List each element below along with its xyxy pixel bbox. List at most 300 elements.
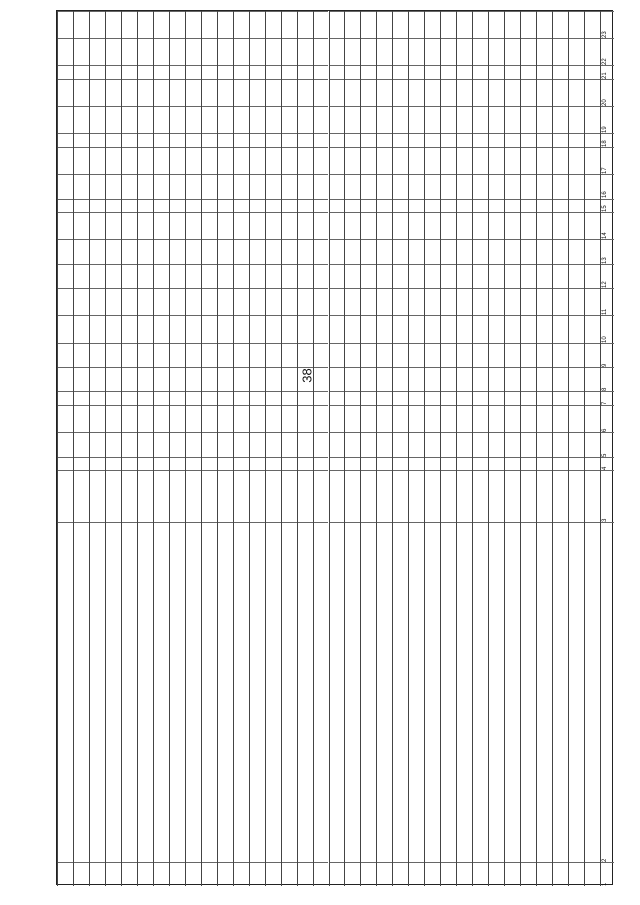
- table-cell: [170, 405, 185, 432]
- table-cell: [409, 174, 424, 198]
- table-cell: [314, 264, 329, 288]
- table-cell: [345, 133, 360, 147]
- table-cell: [521, 288, 536, 315]
- table-cell: [441, 405, 456, 432]
- table-cell: [330, 470, 345, 522]
- table-cell: [377, 212, 392, 239]
- table-cell: [425, 38, 440, 65]
- table-cell: [457, 11, 472, 38]
- table-cell: [457, 147, 472, 174]
- table-cell: [377, 522, 392, 862]
- table-cell: [345, 106, 360, 133]
- table-cell: [489, 862, 504, 886]
- table-cell: [314, 65, 329, 79]
- table-cell: [489, 432, 504, 456]
- table-cell: [74, 315, 89, 342]
- table-cell: [537, 79, 552, 106]
- table-cell: [585, 65, 600, 79]
- table-cell: [154, 147, 169, 174]
- table-cell: [186, 288, 201, 315]
- table-cell: [218, 862, 233, 886]
- table-cell: [569, 470, 584, 522]
- table-cell: [218, 457, 233, 471]
- table-cell: [218, 391, 233, 405]
- table-cell: [345, 38, 360, 65]
- table-cell: [330, 264, 345, 288]
- table-cell: [314, 199, 329, 213]
- table-row: [265, 11, 281, 886]
- table-row: [281, 11, 297, 886]
- table-cell: [393, 470, 408, 522]
- table-cell: [106, 343, 121, 367]
- table-cell: [90, 522, 105, 862]
- table-cell: [425, 65, 440, 79]
- table-cell: [521, 174, 536, 198]
- table-cell: [457, 391, 472, 405]
- table-cell: [218, 212, 233, 239]
- table-cell: [505, 367, 520, 391]
- table-cell: [90, 470, 105, 522]
- table-cell: [314, 38, 329, 65]
- table-cell: [521, 65, 536, 79]
- table-cell: [441, 457, 456, 471]
- table-cell: [266, 343, 281, 367]
- table-cell: [473, 862, 488, 886]
- table-cell: [186, 106, 201, 133]
- table-cell: [345, 11, 360, 38]
- table-cell: [74, 106, 89, 133]
- table-cell: [393, 264, 408, 288]
- table-cell: [585, 343, 600, 367]
- table-row: [329, 11, 345, 886]
- table-cell: [234, 133, 249, 147]
- table-cell: [441, 11, 456, 38]
- table-row: [424, 11, 440, 886]
- table-cell: [122, 522, 137, 862]
- table-cell: [585, 106, 600, 133]
- table-cell: [202, 315, 217, 342]
- table-cell: [90, 79, 105, 106]
- table-cell: [90, 147, 105, 174]
- table-cell: [154, 457, 169, 471]
- table-cell: [202, 457, 217, 471]
- table-cell: [266, 862, 281, 886]
- table-cell: [170, 79, 185, 106]
- table-cell: [537, 367, 552, 391]
- table-cell: [393, 315, 408, 342]
- table-cell: [473, 79, 488, 106]
- table-cell: [58, 174, 73, 198]
- table-cell: [441, 522, 456, 862]
- table-cell: [154, 239, 169, 263]
- table-cell: [234, 106, 249, 133]
- table-cell: [457, 470, 472, 522]
- table-cell: [537, 212, 552, 239]
- table-row: [217, 11, 233, 886]
- column-number-cell: [601, 65, 614, 79]
- table-cell: [138, 174, 153, 198]
- table-cell: [330, 315, 345, 342]
- table-cell: [202, 65, 217, 79]
- table-cell: [505, 38, 520, 65]
- table-cell: [218, 199, 233, 213]
- table-cell: [298, 470, 313, 522]
- table-cell: [250, 11, 265, 38]
- table-cell: [361, 391, 376, 405]
- table-cell: [74, 457, 89, 471]
- table-cell: [585, 11, 600, 38]
- column-number-cell: [601, 522, 614, 862]
- table-cell: [361, 470, 376, 522]
- table-cell: [122, 405, 137, 432]
- table-cell: [234, 38, 249, 65]
- table-cell: [585, 133, 600, 147]
- table-cell: [186, 367, 201, 391]
- table-cell: [74, 264, 89, 288]
- table-cell: [345, 147, 360, 174]
- table-cell: [186, 343, 201, 367]
- table-cell: [425, 239, 440, 263]
- table-cell: [218, 106, 233, 133]
- table-cell: [409, 212, 424, 239]
- table-cell: [202, 11, 217, 38]
- table-cell: [138, 343, 153, 367]
- table-cell: [202, 239, 217, 263]
- table-cell: [234, 199, 249, 213]
- table-cell: [138, 367, 153, 391]
- table-cell: [473, 65, 488, 79]
- table-cell: [298, 432, 313, 456]
- table-cell: [585, 367, 600, 391]
- cell-text: 17: [602, 167, 608, 175]
- table-cell: [361, 106, 376, 133]
- table-cell: [314, 522, 329, 862]
- table-cell: [202, 470, 217, 522]
- table-cell: [473, 470, 488, 522]
- table-cell: [138, 391, 153, 405]
- table-cell: [282, 367, 297, 391]
- table-cell: [505, 79, 520, 106]
- table-cell: [377, 343, 392, 367]
- table-cell: [234, 457, 249, 471]
- table-cell: [569, 11, 584, 38]
- table-cell: [250, 79, 265, 106]
- table-cell: [569, 264, 584, 288]
- table-cell: [154, 432, 169, 456]
- column-number-cell: [601, 147, 614, 174]
- table-cell: [122, 343, 137, 367]
- table-cell: [154, 174, 169, 198]
- table-cell: [345, 65, 360, 79]
- table-cell: [473, 391, 488, 405]
- table-cell: [186, 457, 201, 471]
- table-cell: [90, 174, 105, 198]
- table-cell: [377, 174, 392, 198]
- table-cell: [58, 11, 73, 38]
- table-cell: [489, 79, 504, 106]
- table-cell: [298, 264, 313, 288]
- table-cell: [154, 106, 169, 133]
- table-cell: [298, 367, 313, 391]
- table-cell: [409, 343, 424, 367]
- table-cell: [489, 405, 504, 432]
- table-cell: [122, 147, 137, 174]
- table-cell: [298, 79, 313, 106]
- table-cell: [314, 147, 329, 174]
- table-cell: [585, 470, 600, 522]
- table-cell: [218, 522, 233, 862]
- table-cell: [122, 106, 137, 133]
- table-cell: [218, 79, 233, 106]
- table-row: [344, 11, 360, 886]
- table-cell: [298, 106, 313, 133]
- table-cell: [361, 862, 376, 886]
- table-cell: [90, 862, 105, 886]
- table-cell: [505, 239, 520, 263]
- table-cell: [74, 65, 89, 79]
- table-cell: [345, 432, 360, 456]
- table-cell: [266, 405, 281, 432]
- cell-text: 21: [602, 72, 608, 79]
- table-cell: [186, 239, 201, 263]
- table-cell: [489, 212, 504, 239]
- table-cell: [569, 432, 584, 456]
- table-cell: [361, 288, 376, 315]
- table-cell: [186, 405, 201, 432]
- table-cell: [361, 174, 376, 198]
- table-cell: [537, 199, 552, 213]
- table-cell: [298, 65, 313, 79]
- table-cell: [186, 470, 201, 522]
- table-cell: [250, 288, 265, 315]
- table-cell: [122, 38, 137, 65]
- table-cell: [234, 239, 249, 263]
- table-cell: [298, 174, 313, 198]
- table-cell: [186, 315, 201, 342]
- table-cell: [457, 288, 472, 315]
- table-cell: [58, 38, 73, 65]
- table-cell: [314, 239, 329, 263]
- table-cell: [106, 239, 121, 263]
- table-cell: [473, 11, 488, 38]
- table-cell: [553, 522, 568, 862]
- table-cell: [90, 65, 105, 79]
- table-cell: [585, 239, 600, 263]
- table-cell: [122, 432, 137, 456]
- table-cell: [585, 522, 600, 862]
- table-cell: [521, 391, 536, 405]
- table-cell: [202, 212, 217, 239]
- table-cell: [537, 470, 552, 522]
- column-number-cell: [601, 239, 614, 263]
- table-cell: [393, 457, 408, 471]
- page-number: 38: [299, 368, 315, 383]
- table-row: [169, 11, 185, 886]
- table-cell: [457, 264, 472, 288]
- table-cell: [345, 367, 360, 391]
- table-cell: [170, 288, 185, 315]
- table-cell: [106, 212, 121, 239]
- table-cell: [154, 315, 169, 342]
- table-cell: [74, 11, 89, 38]
- table-cell: [585, 432, 600, 456]
- table-cell: [154, 391, 169, 405]
- table-cell: [122, 470, 137, 522]
- table-cell: [202, 391, 217, 405]
- table-cell: [218, 432, 233, 456]
- table-cell: [90, 106, 105, 133]
- table-cell: [58, 470, 73, 522]
- table-cell: [266, 391, 281, 405]
- table-cell: [282, 174, 297, 198]
- table-cell: [330, 212, 345, 239]
- table-cell: [361, 147, 376, 174]
- table-cell: [122, 199, 137, 213]
- table-cell: [377, 38, 392, 65]
- table-cell: [457, 38, 472, 65]
- table-cell: [585, 315, 600, 342]
- table-cell: [122, 367, 137, 391]
- table-cell: [186, 38, 201, 65]
- table-cell: [521, 38, 536, 65]
- table-cell: [250, 391, 265, 405]
- table-cell: [58, 147, 73, 174]
- table-cell: [553, 405, 568, 432]
- table-cell: [345, 457, 360, 471]
- table-cell: [234, 432, 249, 456]
- table-row: [57, 11, 73, 886]
- table-cell: [74, 367, 89, 391]
- table-cell: [234, 522, 249, 862]
- table-cell: [377, 65, 392, 79]
- table-cell: [409, 65, 424, 79]
- table-cell: [393, 174, 408, 198]
- table-cell: [505, 457, 520, 471]
- table-row: [249, 11, 265, 886]
- table-cell: [58, 862, 73, 886]
- table-cell: [441, 343, 456, 367]
- table-cell: [58, 343, 73, 367]
- cell-text: 22: [602, 58, 608, 66]
- table-cell: [441, 79, 456, 106]
- cell-text: 20: [602, 99, 608, 107]
- table-cell: [377, 862, 392, 886]
- table-cell: [425, 405, 440, 432]
- table-cell: [569, 239, 584, 263]
- table-cell: [170, 432, 185, 456]
- table-cell: [138, 457, 153, 471]
- table-cell: [234, 470, 249, 522]
- table-cell: [425, 391, 440, 405]
- table-cell: [330, 106, 345, 133]
- table-cell: [425, 432, 440, 456]
- table-cell: [58, 264, 73, 288]
- table-cell: [314, 174, 329, 198]
- table-cell: [170, 457, 185, 471]
- table-cell: [138, 264, 153, 288]
- table-cell: [250, 212, 265, 239]
- table-cell: [441, 391, 456, 405]
- table-cell: [58, 405, 73, 432]
- table-cell: [393, 862, 408, 886]
- table-cell: [473, 199, 488, 213]
- table-cell: [409, 405, 424, 432]
- table-cell: [298, 239, 313, 263]
- table-cell: [521, 199, 536, 213]
- table-cell: [585, 212, 600, 239]
- table-cell: [74, 343, 89, 367]
- table-cell: [330, 367, 345, 391]
- table-cell: [393, 239, 408, 263]
- column-number-cell: [601, 862, 614, 886]
- table-cell: [90, 11, 105, 38]
- table-cell: [441, 470, 456, 522]
- table-cell: [250, 367, 265, 391]
- table-cell: [441, 288, 456, 315]
- table-cell: [361, 65, 376, 79]
- table-cell: [250, 470, 265, 522]
- table-cell: [521, 133, 536, 147]
- table-cell: [505, 264, 520, 288]
- table-cell: [266, 212, 281, 239]
- column-number-cell: [601, 457, 614, 471]
- table-cell: [505, 212, 520, 239]
- table-cell: [409, 147, 424, 174]
- table-cell: [154, 38, 169, 65]
- table-cell: [425, 343, 440, 367]
- table-cell: [218, 367, 233, 391]
- table-cell: [250, 315, 265, 342]
- table-cell: [314, 391, 329, 405]
- table-cell: [74, 239, 89, 263]
- table-cell: [218, 470, 233, 522]
- table-cell: [521, 522, 536, 862]
- table-cell: [505, 106, 520, 133]
- table-cell: [74, 862, 89, 886]
- table-cell: [282, 133, 297, 147]
- table-cell: [218, 147, 233, 174]
- table-row: [89, 11, 105, 886]
- cell-text: 18: [602, 140, 608, 147]
- table-cell: [569, 315, 584, 342]
- table-cell: [473, 315, 488, 342]
- table-cell: [250, 106, 265, 133]
- table-cell: [106, 367, 121, 391]
- table-cell: [202, 106, 217, 133]
- table-cell: [250, 405, 265, 432]
- table-cell: [489, 367, 504, 391]
- table-cell: [282, 522, 297, 862]
- table-cell: [122, 315, 137, 342]
- table-cell: [90, 199, 105, 213]
- table-cell: [330, 38, 345, 65]
- table-cell: [537, 11, 552, 38]
- table-cell: [282, 862, 297, 886]
- table-cell: [186, 174, 201, 198]
- column-number-cell: [601, 288, 614, 315]
- table-cell: [409, 38, 424, 65]
- table-cell: [345, 239, 360, 263]
- table-cell: [202, 862, 217, 886]
- column-number-cell: [601, 38, 614, 65]
- table-cell: [377, 367, 392, 391]
- cell-text: 9: [602, 363, 608, 367]
- table-cell: [537, 288, 552, 315]
- table-cell: [473, 264, 488, 288]
- table-row: [456, 11, 472, 886]
- table-cell: [106, 457, 121, 471]
- table-row: [297, 11, 313, 886]
